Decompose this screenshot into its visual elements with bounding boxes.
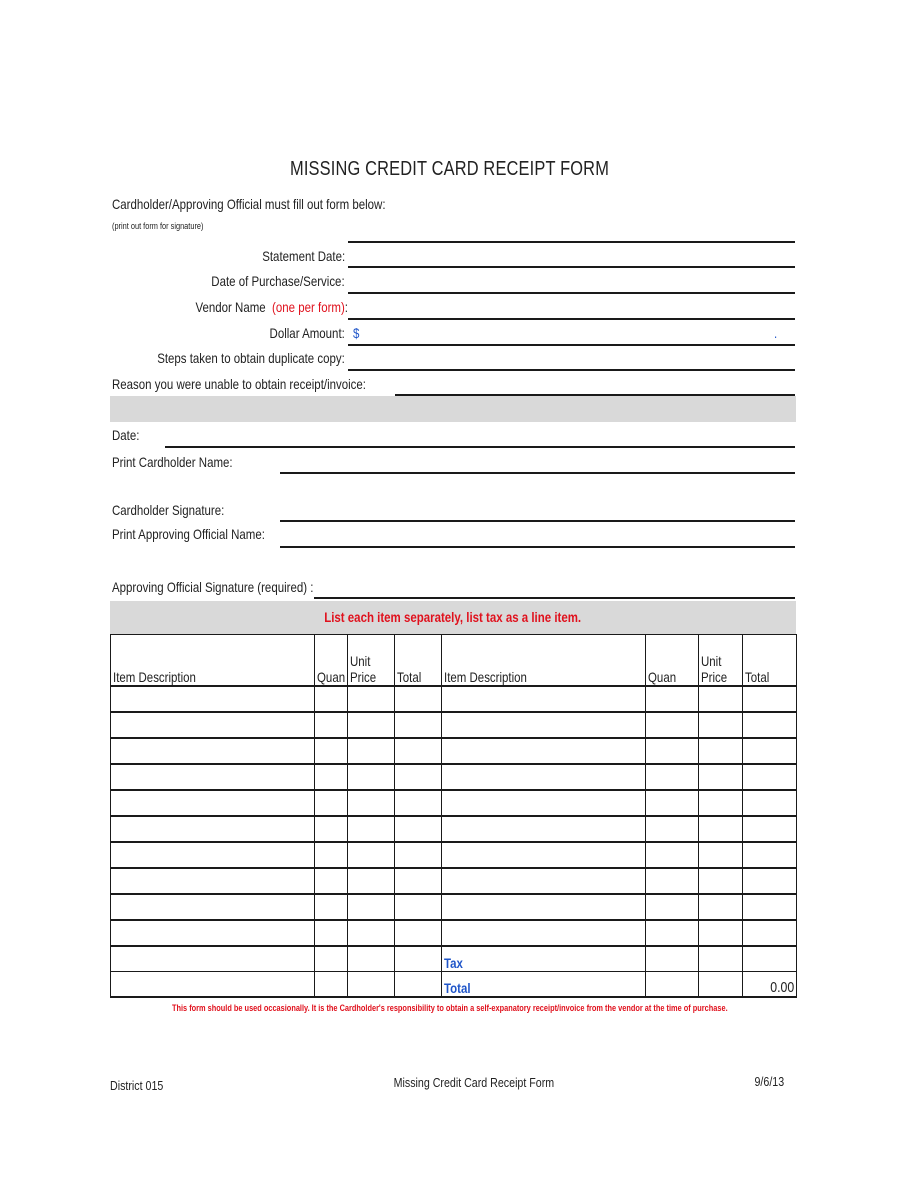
table-cell[interactable] xyxy=(111,972,315,998)
table-cell[interactable] xyxy=(699,816,743,842)
table-cell[interactable] xyxy=(315,686,348,712)
table-cell[interactable] xyxy=(442,920,646,946)
table-cell[interactable] xyxy=(111,816,315,842)
statement-date-label: Statement Date: xyxy=(262,248,345,264)
table-cell[interactable] xyxy=(646,868,699,894)
table-cell[interactable] xyxy=(111,686,315,712)
header-total-left: Total xyxy=(395,635,442,687)
dollar-decimal-point: . xyxy=(774,325,778,341)
tax-label-cell: Tax xyxy=(442,946,646,972)
table-cell[interactable] xyxy=(743,790,797,816)
table-cell[interactable] xyxy=(646,946,699,972)
grey-band xyxy=(110,396,796,422)
table-cell[interactable] xyxy=(699,894,743,920)
table-cell[interactable] xyxy=(743,712,797,738)
table-cell[interactable] xyxy=(395,738,442,764)
table-cell[interactable] xyxy=(442,816,646,842)
table-cell[interactable] xyxy=(442,764,646,790)
instruction-note: (print out form for signature) xyxy=(112,221,204,231)
items-table xyxy=(110,634,797,998)
print-cardholder-label: Print Cardholder Name: xyxy=(112,454,233,470)
table-cell[interactable] xyxy=(699,972,743,998)
table-cell[interactable] xyxy=(111,868,315,894)
dollar-amount-label: Dollar Amount: xyxy=(269,325,345,341)
table-cell[interactable] xyxy=(315,920,348,946)
table-cell[interactable] xyxy=(442,686,646,712)
reason-label: Reason you were unable to obtain receipt/invoice: xyxy=(112,376,366,392)
table-cell[interactable] xyxy=(646,842,699,868)
table-cell[interactable] xyxy=(646,894,699,920)
table-cell[interactable] xyxy=(743,738,797,764)
dollar-amount-field[interactable] xyxy=(348,344,795,346)
table-row xyxy=(111,712,797,738)
table-cell[interactable] xyxy=(111,946,315,972)
table-cell[interactable] xyxy=(395,920,442,946)
table-cell[interactable] xyxy=(646,816,699,842)
table-cell[interactable] xyxy=(315,816,348,842)
cardholder-signature-field[interactable] xyxy=(280,520,795,522)
table-cell[interactable] xyxy=(348,738,395,764)
table-row xyxy=(111,686,797,712)
table-cell[interactable] xyxy=(699,790,743,816)
vendor-name-note: (one per form) xyxy=(272,299,345,315)
table-cell[interactable] xyxy=(743,816,797,842)
table-cell[interactable] xyxy=(348,868,395,894)
table-row xyxy=(111,842,797,868)
table-cell[interactable] xyxy=(743,868,797,894)
table-cell[interactable] xyxy=(111,738,315,764)
table-cell[interactable] xyxy=(111,842,315,868)
header-total-right: Total xyxy=(743,635,797,687)
dollar-sign: $ xyxy=(353,325,360,341)
table-cell[interactable] xyxy=(743,842,797,868)
table-row xyxy=(111,920,797,946)
table-cell[interactable] xyxy=(348,816,395,842)
steps-taken-field[interactable] xyxy=(348,369,795,371)
table-row xyxy=(111,894,797,920)
table-cell[interactable] xyxy=(111,920,315,946)
table-header-row xyxy=(111,635,797,687)
footer-district: District 015 xyxy=(110,1078,164,1093)
table-cell[interactable] xyxy=(743,920,797,946)
total-label-cell: Total xyxy=(442,972,646,998)
table-cell[interactable] xyxy=(699,712,743,738)
table-cell[interactable] xyxy=(646,738,699,764)
header-item-description-left: Item Description xyxy=(111,635,315,687)
approving-signature-label: Approving Official Signature (required) : xyxy=(112,579,314,595)
table-cell[interactable] xyxy=(646,764,699,790)
table-cell[interactable] xyxy=(743,894,797,920)
date-of-purchase-field[interactable] xyxy=(348,292,795,294)
table-row xyxy=(111,764,797,790)
table-row xyxy=(111,816,797,842)
header-quan-right: Quan xyxy=(646,635,699,687)
table-row xyxy=(111,868,797,894)
table-cell[interactable] xyxy=(395,868,442,894)
table-cell[interactable] xyxy=(111,712,315,738)
header-unit-price-left: Unit Price xyxy=(348,635,395,687)
table-cell[interactable] xyxy=(395,764,442,790)
table-cell[interactable] xyxy=(315,790,348,816)
table-cell[interactable] xyxy=(315,738,348,764)
total-row xyxy=(111,972,797,998)
table-row xyxy=(111,738,797,764)
table-cell[interactable] xyxy=(395,972,442,998)
date-of-purchase-label: Date of Purchase/Service: xyxy=(211,273,345,289)
table-cell[interactable] xyxy=(699,946,743,972)
table-cell[interactable] xyxy=(395,816,442,842)
table-cell[interactable] xyxy=(646,920,699,946)
table-cell[interactable] xyxy=(395,790,442,816)
table-cell[interactable] xyxy=(442,868,646,894)
table-cell[interactable] xyxy=(699,738,743,764)
footer-date: 9/6/13 xyxy=(754,1074,784,1089)
steps-taken-label: Steps taken to obtain duplicate copy: xyxy=(157,350,345,366)
statement-date-field[interactable] xyxy=(348,266,795,268)
print-approving-field[interactable] xyxy=(280,546,795,548)
table-cell[interactable] xyxy=(111,790,315,816)
table-cell[interactable] xyxy=(743,946,797,972)
table-cell[interactable] xyxy=(315,712,348,738)
disclaimer-text: This form should be used occasionally. It is the Cardholder's responsibility to obtain a self-expanatory receipt/invoice from the vendor at the time of purchase. xyxy=(172,1003,728,1013)
grand-total-value: 0.00 xyxy=(743,972,797,998)
date-label: Date: xyxy=(112,427,140,443)
table-cell[interactable] xyxy=(315,842,348,868)
table-cell[interactable] xyxy=(395,894,442,920)
table-cell[interactable] xyxy=(646,712,699,738)
table-cell[interactable] xyxy=(442,894,646,920)
table-cell[interactable] xyxy=(699,842,743,868)
vendor-name-label: Vendor Name (one per form): xyxy=(195,299,348,315)
table-cell[interactable] xyxy=(348,686,395,712)
table-row xyxy=(111,790,797,816)
table-cell[interactable] xyxy=(348,972,395,998)
table-cell[interactable] xyxy=(315,764,348,790)
table-cell[interactable] xyxy=(699,764,743,790)
table-cell[interactable] xyxy=(348,920,395,946)
table-cell[interactable] xyxy=(315,972,348,998)
cardholder-signature-label: Cardholder Signature: xyxy=(112,502,225,518)
vendor-name-field[interactable] xyxy=(348,318,795,320)
instruction-text: Cardholder/Approving Official must fill out form below: xyxy=(112,196,386,212)
table-cell[interactable] xyxy=(348,764,395,790)
table-cell[interactable] xyxy=(395,946,442,972)
table-cell[interactable] xyxy=(348,712,395,738)
header-item-description-right: Item Description xyxy=(442,635,646,687)
table-cell[interactable] xyxy=(743,686,797,712)
table-cell[interactable] xyxy=(315,868,348,894)
table-cell[interactable] xyxy=(395,842,442,868)
header-quan-left: Quan xyxy=(315,635,348,687)
table-cell[interactable] xyxy=(111,764,315,790)
print-cardholder-field[interactable] xyxy=(280,472,795,474)
table-cell[interactable] xyxy=(699,686,743,712)
table-cell[interactable] xyxy=(699,920,743,946)
table-cell[interactable] xyxy=(395,686,442,712)
date-field[interactable] xyxy=(165,446,795,448)
table-cell[interactable] xyxy=(442,790,646,816)
table-cell[interactable] xyxy=(111,894,315,920)
table-cell[interactable] xyxy=(348,894,395,920)
table-cell[interactable] xyxy=(348,842,395,868)
approving-signature-field[interactable] xyxy=(314,597,795,599)
table-cell[interactable] xyxy=(348,790,395,816)
table-cell[interactable] xyxy=(442,738,646,764)
table-cell[interactable] xyxy=(442,842,646,868)
table-cell[interactable] xyxy=(646,686,699,712)
print-approving-label: Print Approving Official Name: xyxy=(112,526,265,542)
table-cell[interactable] xyxy=(348,946,395,972)
table-cell[interactable] xyxy=(315,894,348,920)
table-cell[interactable] xyxy=(646,790,699,816)
header-unit-price-right: Unit Price xyxy=(699,635,743,687)
table-cell[interactable] xyxy=(743,764,797,790)
form-title: MISSING CREDIT CARD RECEIPT FORM xyxy=(290,158,610,180)
table-cell[interactable] xyxy=(395,712,442,738)
table-cell[interactable] xyxy=(699,868,743,894)
table-cell[interactable] xyxy=(315,946,348,972)
tax-row xyxy=(111,946,797,972)
top-rule xyxy=(348,241,795,243)
table-cell[interactable] xyxy=(646,972,699,998)
table-cell[interactable] xyxy=(442,712,646,738)
items-banner: List each item separately, list tax as a line item. xyxy=(110,601,796,634)
footer-form-name: Missing Credit Card Receipt Form xyxy=(393,1075,555,1090)
